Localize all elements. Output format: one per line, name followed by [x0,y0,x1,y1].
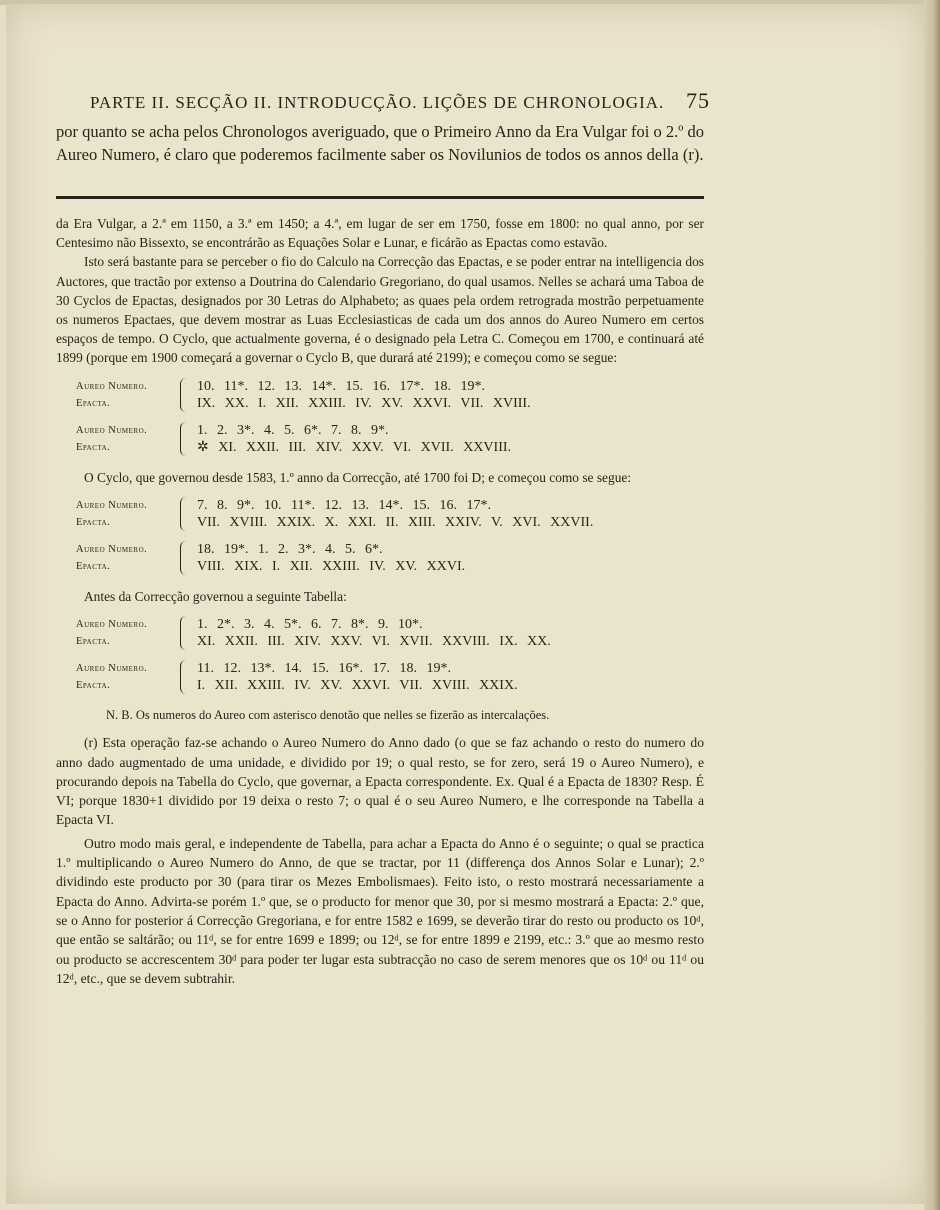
aureo-values: 18. 19*. 1. 2. 3*. 4. 5. 6*. [197,541,383,557]
epacta-label: Epacta. [76,516,111,528]
footnote: Outro modo mais geral, e independente de Tabella, para achar a Epacta do Anno é o seguinte; o qual se practica 1.º multiplicando o Aureo Numero do Anno, de que se tractar, por 11 (differença dos Annos Solar e Lunar); 2.º dividindo este producto por 30 (para tirar os Mezes Embolismaes). Feito isto, o resto mostrará necessariamente a Epacta do Anno. Advirta-se porém 1.º que, se o producto for menor que 30, por si mesmo mostrará a Epacta: 2.º que, se o Anno for posterior á Correcção Gregoriana, e for entre 1582 e 1699, se deverão tirar do resto ou producto os 10ᵈ, que então se saltárão; ou 11ᵈ, se for entre 1699 e 1899; ou 12ᵈ, se for entre 1899 e 2199, etc.: 3.º que ao mesmo resto ou producto se accrescentem 30ᵈ para poder ter lugar esta subtracção no caso de serem menores que os 10ᵈ ou 11ᵈ ou 12ᵈ, etc., que se devem subtrahir. [56,835,704,986]
epacta-table [76,422,704,456]
epacta-table [76,616,704,650]
horizontal-rule [56,196,704,199]
brace [180,616,193,650]
epacta-label: Epacta. [76,680,111,692]
nota-bene: N. B. Os numeros do Aureo com asterisco denotão que nelles se fizerão as intercalações. [106,708,550,723]
main-text [56,214,704,988]
brace [180,541,193,575]
brace [180,660,193,694]
aureo-label: Aureo Numero. [76,663,148,675]
epacta-values: VII. XVIII. XXIX. X. XXI. II. XIII. XXIV. V. XVI. XXVII. [197,514,594,530]
epacta-table [76,541,704,575]
aureo-values: 7. 8. 9*. 10. 11*. 12. 13. 14*. 15. 16. 17*. [197,497,491,513]
aureo-values: 1. 2*. 3. 4. 5*. 6. 7. 8*. 9. 10*. [197,617,423,633]
page-number: 75 [686,88,710,113]
epacta-table [76,378,704,412]
aureo-label: Aureo Numero. [76,380,148,392]
epacta-values: IX. XX. I. XII. XXIII. IV. XV. XXVI. VII. XVIII. [197,395,531,411]
paragraph: Isto será bastante para se perceber o fio do Calculo na Correcção das Epactas, e se poder entrar na intelligencia dos Auctores, que tractão por extenso a Doutrina do Calendario Gregoriano, do qual usamos. Nelles se achará uma Taboa de 30 Cyclos de Epactas, designados por 30 Letras do Alphabeto; as quaes pela ordem retrograda mostrão perpetuamente os numeros Epactaes, que devem mostrar as Luas Ecclesiasticas de cada um dos annos do Aureo Numero em certos espaços de tempo. O Cyclo, que actualmente governa, é o designado pela Letra C. Começou em 1700, e continuará até 1899 (porque em 1900 começará a governar o Cyclo B, que durará até 2199); e começou como se segue: [56,254,704,366]
epacta-table [76,497,704,531]
paragraph: O Cyclo, que governou desde 1583, 1.º anno da Correcção, até 1700 foi D; e começou como se segue: [84,469,632,485]
running-header [90,88,710,114]
aureo-label: Aureo Numero. [76,499,148,511]
epacta-label: Epacta. [76,397,111,409]
aureo-label: Aureo Numero. [76,619,148,631]
footnote: (r) Esta operação faz-se achando o Aureo Numero do Anno dado (o que se faz achando o resto do numero do anno dado augmentado de uma unidade, e dividido por 19; o qual resto, se for zero, será 19 o Aureo Numero), e procurando depois na Tabella do Cyclo, que governar, a Epacta correspondente. Ex. Qual é a Epacta de 1830? Resp. É VI; porque 1830+1 dividido por 19 deixa o resto 7; o qual é o seu Aureo Numero, e lhe corresponde na Tabella a Epacta VI. [56,735,704,828]
epacta-values: I. XII. XXIII. IV. XV. XXVI. VII. XVIII. XXIX. [197,678,518,694]
aureo-values: 10. 11*. 12. 13. 14*. 15. 16. 17*. 18. 19*. [197,378,485,394]
epacta-label: Epacta. [76,441,111,453]
intro-paragraph: por quanto se acha pelos Chronologos averiguado, que o Primeiro Anno da Era Vulgar foi o 2.º do Aureo Numero, é claro que poderemos facilmente saber os Novilunios de todos os annos della (r). [56,122,704,164]
epacta-values: XI. XXII. III. XIV. XXV. VI. XVII. XXVIII. IX. XX. [197,634,551,650]
paragraph: Antes da Correcção governou a seguinte Tabella: [84,588,347,604]
brace [180,422,193,456]
paragraph: da Era Vulgar, a 2.ª em 1150, a 3.ª em 1450; a 4.ª, em lugar de ser em 1750, fosse em 1800: no qual anno, por ser Centesimo não Bissexto, se encontrárão as Equações Solar e Lunar, e ficárão as Epactas como estavão. [56,216,704,251]
brace [180,497,193,531]
epacta-values: ✲ XI. XXII. III. XIV. XXV. VI. XVII. XXVIII. [197,439,512,455]
epacta-label: Epacta. [76,560,111,572]
epacta-label: Epacta. [76,636,111,648]
epacta-table [76,660,704,694]
epacta-values: VIII. XIX. I. XII. XXIII. IV. XV. XXVI. [197,558,466,574]
page-right-edge [924,0,940,1210]
aureo-values: 11. 12. 13*. 14. 15. 16*. 17. 18. 19*. [197,661,451,677]
aureo-values: 1. 2. 3*. 4. 5. 6*. 7. 8. 9*. [197,422,389,438]
brace [180,378,193,412]
aureo-label: Aureo Numero. [76,543,148,555]
aureo-label: Aureo Numero. [76,424,148,436]
header-title: PARTE II. SECÇÃO II. INTRODUCÇÃO. LIÇÕES DE CHRONOLOGIA. [90,93,665,112]
